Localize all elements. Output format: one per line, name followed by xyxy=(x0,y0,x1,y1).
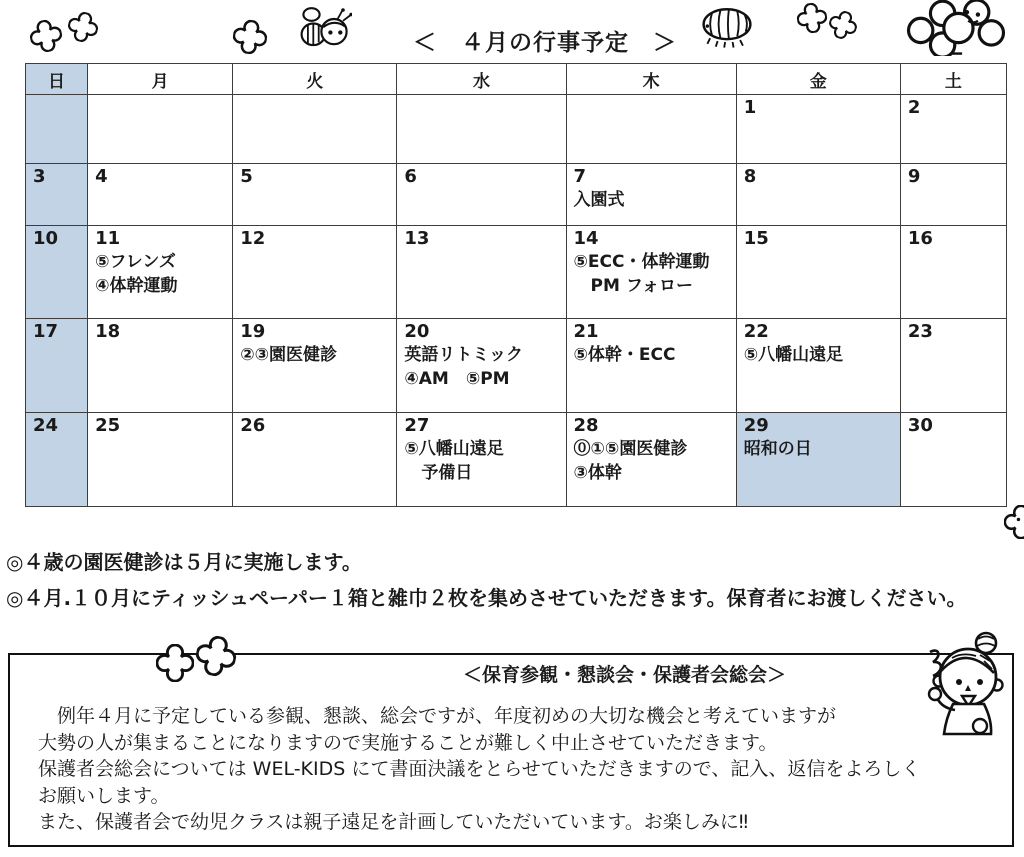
event-label: ⑤八幡山遠足 xyxy=(743,345,844,365)
day-number: 7 xyxy=(573,166,587,187)
day-header-1: 月 xyxy=(88,64,233,95)
notice-box-body xyxy=(38,703,988,836)
day-number: 9 xyxy=(907,166,921,187)
day-number: 17 xyxy=(33,321,59,342)
calendar-cell-9 xyxy=(900,164,1006,226)
day-number: 25 xyxy=(95,415,121,436)
day-number: 23 xyxy=(907,321,933,342)
calendar-cell-16 xyxy=(900,226,1006,319)
partial-flower-icon xyxy=(1004,505,1024,539)
day-number: 15 xyxy=(743,228,769,249)
calendar-cell-27 xyxy=(397,413,566,507)
calendar-cell-24 xyxy=(26,413,88,507)
day-number: 3 xyxy=(33,166,46,187)
flower-icon xyxy=(231,18,269,56)
day-number: 16 xyxy=(907,228,933,249)
smiling-flower-icon xyxy=(905,0,1007,56)
day-number: 29 xyxy=(743,415,769,436)
day-number: 28 xyxy=(573,415,599,436)
calendar-cell-14 xyxy=(566,226,736,319)
event-label: 予備日 xyxy=(404,463,473,483)
calendar-cell-10 xyxy=(26,226,88,319)
day-header-2: 火 xyxy=(233,64,397,95)
day-number: 18 xyxy=(95,321,121,342)
day-number: 22 xyxy=(743,321,769,342)
calendar-cell-5 xyxy=(233,164,397,226)
calendar-cell-empty xyxy=(26,95,88,164)
day-header-4: 木 xyxy=(566,64,736,95)
notice-line: 大勢の人が集まることになりますので実施することが難しく中止させていただきます。 xyxy=(38,731,778,754)
day-number: 4 xyxy=(95,166,108,187)
calendar-cell-11 xyxy=(88,226,233,319)
calendar-cell-6 xyxy=(397,164,566,226)
notice-line: また、保護者会で幼児クラスは親子遠足を計画していただいています。お楽しみに‼ xyxy=(38,811,749,833)
calendar-cell-26 xyxy=(233,413,397,507)
event-label: 英語リトミック xyxy=(404,345,524,365)
calendar-cell-15 xyxy=(736,226,900,319)
calendar-cell-22 xyxy=(736,319,900,413)
calendar-cell-30 xyxy=(900,413,1006,507)
calendar-cell-empty xyxy=(566,95,736,164)
notice-box-title: ＜保育参観・懇談会・保護者会総会＞ xyxy=(463,664,787,686)
calendar-cell-empty xyxy=(88,95,233,164)
day-number: 20 xyxy=(404,321,430,342)
day-number: 30 xyxy=(907,415,933,436)
pillbug-icon xyxy=(698,5,756,49)
calendar-cell-empty xyxy=(233,95,397,164)
day-number: 8 xyxy=(743,166,757,187)
calendar-cell-29 xyxy=(736,413,900,507)
page-title: ＜ ４月の行事予定 ＞ xyxy=(413,30,677,56)
calendar-cell-4 xyxy=(88,164,233,226)
day-number: 13 xyxy=(404,228,430,249)
day-header-0: 日 xyxy=(26,64,88,95)
calendar-cell-28 xyxy=(566,413,736,507)
day-header-6: 土 xyxy=(900,64,1006,95)
event-label: ⑤ECC・体幹運動 xyxy=(573,252,710,272)
calendar-cell-25 xyxy=(88,413,233,507)
calendar-cell-7 xyxy=(566,164,736,226)
event-label: 入園式 xyxy=(573,190,625,210)
notice-line: 例年４月に予定している参観、懇談、総会ですが、年度初めの大切な機会と考えていますが xyxy=(38,705,837,727)
event-label: ④体幹運動 xyxy=(95,276,178,296)
calendar-cell-12 xyxy=(233,226,397,319)
calendar-week-row xyxy=(26,164,1007,226)
calendar-cell-2 xyxy=(900,95,1006,164)
day-number: 1 xyxy=(743,97,757,118)
day-number: 14 xyxy=(573,228,599,249)
calendar-week-row xyxy=(26,319,1007,413)
note-medical-checkup: ◎４歳の園医健診は５月に実施します。 xyxy=(6,550,362,574)
event-label: ⑤フレンズ xyxy=(95,252,176,272)
day-header-3: 水 xyxy=(397,64,566,95)
day-number: 26 xyxy=(240,415,266,436)
flower-icon xyxy=(825,7,860,42)
calendar-week-row xyxy=(26,226,1007,319)
day-number: 5 xyxy=(240,166,253,187)
april-calendar-table xyxy=(25,63,1007,507)
notice-line: 保護者会総会については WEL-KIDS にて書面決議をとらせていただきますので、記入、返信をよろしく xyxy=(38,758,921,780)
event-label: ⓪①⑤園医健診 xyxy=(573,439,688,459)
calendar-cell-3 xyxy=(26,164,88,226)
event-label: ②③園医健診 xyxy=(240,345,337,365)
day-number: 10 xyxy=(33,228,59,249)
bee-icon xyxy=(298,4,352,52)
calendar-cell-18 xyxy=(88,319,233,413)
event-label: ③体幹 xyxy=(573,463,622,483)
day-number: 27 xyxy=(404,415,430,436)
calendar-cell-empty xyxy=(397,95,566,164)
event-label: ④AM ⑤PM xyxy=(404,369,510,389)
day-number: 11 xyxy=(95,228,121,249)
calendar-week-row xyxy=(26,95,1007,164)
day-number: 6 xyxy=(404,166,417,187)
event-label: PM フォロー xyxy=(573,276,693,296)
day-number: 21 xyxy=(573,321,599,342)
flower-icon xyxy=(65,9,101,45)
calendar-cell-17 xyxy=(26,319,88,413)
calendar-cell-21 xyxy=(566,319,736,413)
calendar-cell-23 xyxy=(900,319,1006,413)
event-label: ⑤八幡山遠足 xyxy=(404,439,504,459)
day-number: 24 xyxy=(33,415,59,436)
day-number: 12 xyxy=(240,228,266,249)
day-number: 2 xyxy=(907,97,921,118)
calendar-header-row xyxy=(26,64,1007,95)
note-tissue-request: ◎４月.１０月にティッシュペーパー１箱と雑巾２枚を集めさせていただきます。保育者にお渡しください。 xyxy=(6,586,967,610)
day-header-5: 金 xyxy=(736,64,900,95)
event-label: ⑤体幹・ECC xyxy=(573,345,676,365)
event-label: 昭和の日 xyxy=(743,439,812,459)
calendar-cell-19 xyxy=(233,319,397,413)
day-number: 19 xyxy=(240,321,266,342)
calendar-cell-1 xyxy=(736,95,900,164)
calendar-week-row xyxy=(26,413,1007,507)
flower-icon xyxy=(795,1,829,35)
flower-icon xyxy=(27,17,65,55)
calendar-cell-8 xyxy=(736,164,900,226)
calendar-cell-20 xyxy=(397,319,566,413)
notice-line: お願いします。 xyxy=(38,784,170,807)
calendar-cell-13 xyxy=(397,226,566,319)
